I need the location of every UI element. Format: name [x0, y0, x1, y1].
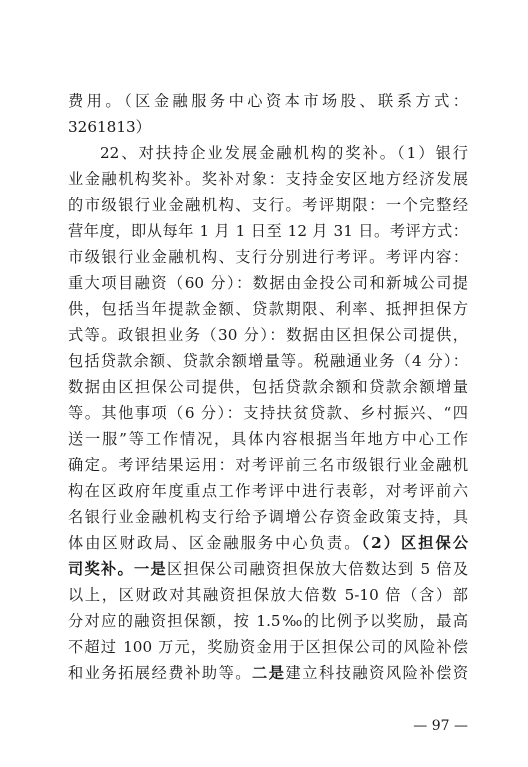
text-run: 送一服”等工作情况，具体内容根据当年地方中心工作 — [68, 430, 468, 448]
text-run: 营年度，即从每年 1 月 1 日至 12 月 31 日。考评方式： — [68, 222, 468, 240]
text-line — [68, 556, 468, 582]
text-run: 名银行业金融机构支行给予调增公存资金政策支持，具 — [68, 508, 468, 526]
text-line — [68, 322, 468, 348]
text-line — [68, 192, 468, 218]
bold-text-run: 二是 — [252, 664, 286, 682]
text-line — [68, 140, 468, 166]
text-run: 费用。（区金融服务中心资本市场股、联系方式： — [68, 92, 468, 110]
text-run: 22、对扶持企业发展金融机构的奖补。（1）银行 — [100, 144, 468, 162]
text-run: 区担保公司融资担保放大倍数达到 5 倍及 — [166, 560, 468, 578]
text-run: 等。其他事项（6 分）：支持扶贫贷款、乡村振兴、“四 — [68, 404, 468, 422]
text-line — [68, 530, 468, 556]
text-run: 分对应的融资担保额，按 1.5‰的比例予以奖励，最高 — [68, 612, 468, 630]
text-line — [68, 348, 468, 374]
bold-text-run: 一是 — [133, 560, 167, 578]
text-run: 不超过 100 万元，奖励资金用于区担保公司的风险补偿 — [68, 638, 468, 656]
text-run: 数据由区担保公司提供，包括贷款余额和贷款余额增量 — [68, 378, 468, 396]
text-run: 3261813） — [68, 118, 151, 136]
text-run: 业金融机构奖补。奖补对象：支持金安区地方经济发展 — [68, 170, 468, 188]
text-line — [68, 400, 468, 426]
text-run: 重大项目融资（60 分）：数据由金投公司和新城公司提 — [68, 274, 468, 292]
text-line — [68, 660, 468, 686]
text-run: 体由区财政局、区金融服务中心负责。 — [68, 534, 362, 552]
text-line — [68, 270, 468, 296]
body-text — [68, 88, 468, 686]
bold-text-run: 司奖补。 — [68, 560, 134, 578]
text-run: 的市级银行业金融机构、支行。考评期限：一个完整经 — [68, 196, 468, 214]
text-run: 确定。考评结果运用：对考评前三名市级银行业金融机 — [68, 456, 468, 474]
text-run: 包括贷款余额、贷款余额增量等。税融通业务（4 分）： — [68, 352, 468, 370]
text-run: 供，包括当年提款金额、贷款期限、利率、抵押担保方 — [68, 300, 468, 318]
text-line — [68, 166, 468, 192]
text-line — [68, 504, 468, 530]
text-line — [68, 114, 468, 140]
text-line — [68, 244, 468, 270]
text-line — [68, 608, 468, 634]
text-run: 以上，区财政对其融资担保放大倍数 5-10 倍（含）部 — [68, 586, 468, 604]
page-number: — 97 — — [413, 718, 468, 734]
text-line — [68, 582, 468, 608]
text-line — [68, 634, 468, 660]
bold-text-run: （2）区担保公 — [361, 534, 468, 552]
text-line — [68, 426, 468, 452]
text-line — [68, 218, 468, 244]
text-run: 市级银行业金融机构、支行分别进行考评。考评内容： — [68, 248, 468, 266]
text-run: 建立科技融资风险补偿资 — [285, 664, 468, 682]
text-line — [68, 452, 468, 478]
text-run: 式等。政银担业务（30 分）：数据由区担保公司提供， — [68, 326, 468, 344]
text-run: 构在区政府年度重点工作考评中进行表彰，对考评前六 — [68, 482, 468, 500]
text-line — [68, 374, 468, 400]
text-line — [68, 478, 468, 504]
text-line — [68, 88, 468, 114]
text-run: 和业务拓展经费补助等。 — [68, 664, 253, 682]
text-line — [68, 296, 468, 322]
